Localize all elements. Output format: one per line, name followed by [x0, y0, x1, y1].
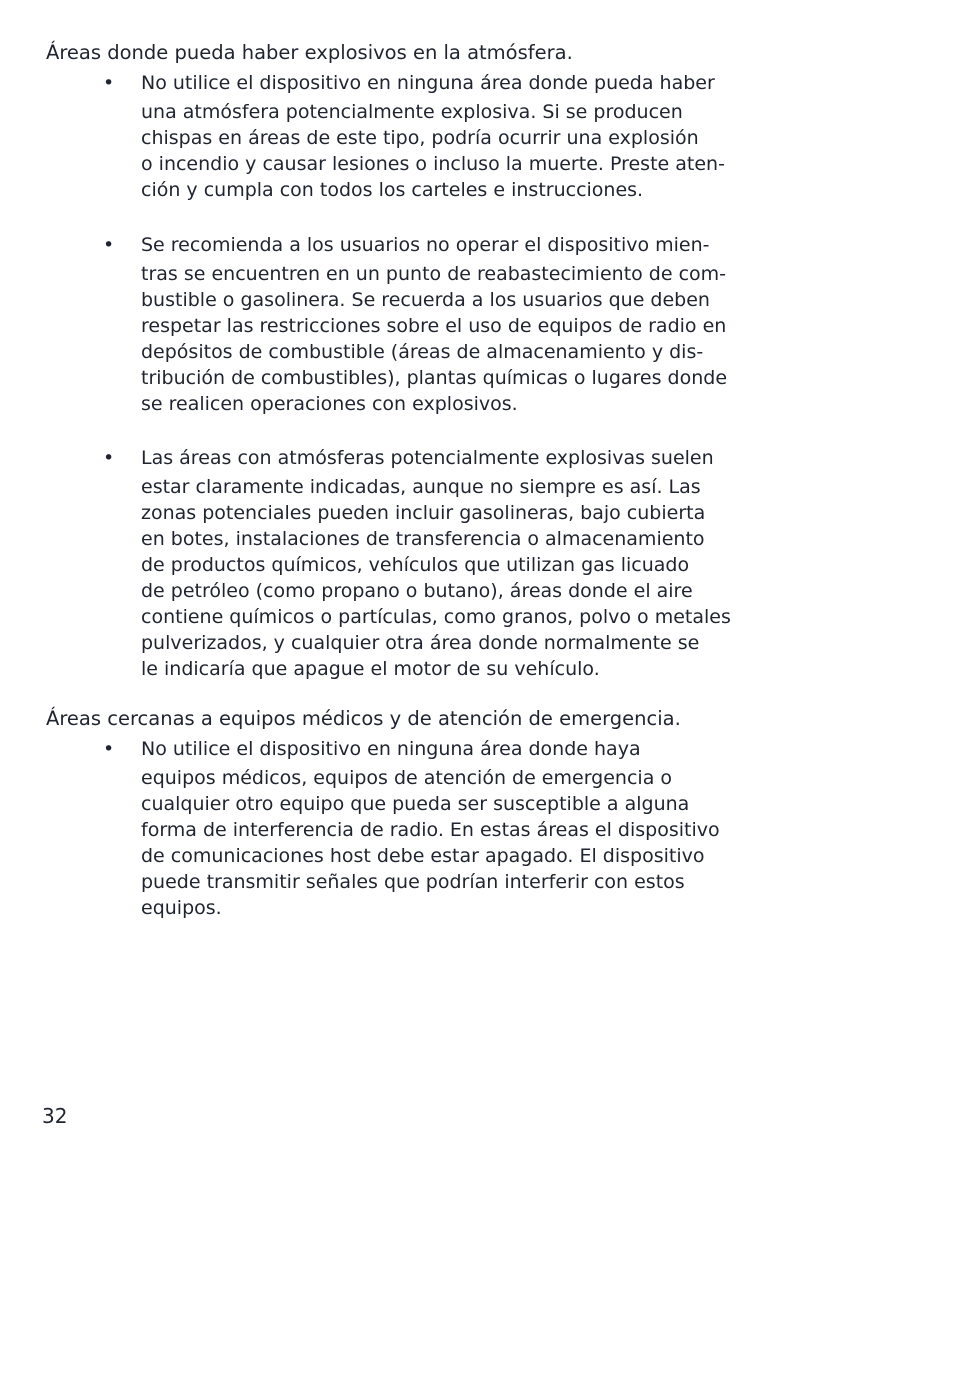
text-line: No utilice el dispositivo en ninguna área donde haya — [141, 738, 641, 760]
text-line: pulverizados, y cualquier otra área donde normalmente se — [141, 632, 700, 654]
text-line: Las áreas con atmósferas potencialmente explosivas suelen — [141, 447, 714, 469]
text-line: chispas en áreas de este tipo, podría ocurrir una explosión — [141, 127, 699, 149]
text-line: estar claramente indicadas, aunque no siempre es así. Las — [141, 476, 701, 498]
text-line: bustible o gasolinera. Se recuerda a los usuarios que deben — [141, 289, 710, 311]
text-line: cualquier otro equipo que pueda ser susceptible a alguna — [141, 793, 690, 815]
bullet-dot: • — [103, 447, 115, 469]
section-heading-explosive-atmospheres: Áreas donde pueda haber explosivos en la atmósfera. — [46, 41, 573, 64]
bullet-text — [141, 736, 731, 921]
section-heading-medical-equipment: Áreas cercanas a equipos médicos y de atención de emergencia. — [46, 707, 681, 730]
text-line: equipos. — [141, 897, 222, 919]
bullet-text — [141, 232, 731, 417]
text-line: una atmósfera potencialmente explosiva. Si se producen — [141, 101, 683, 123]
text-line: forma de interferencia de radio. En estas áreas el dispositivo — [141, 819, 720, 841]
text-line: zonas potenciales pueden incluir gasolineras, bajo cubierta — [141, 502, 706, 524]
text-line: depósitos de combustible (áreas de almacenamiento y dis- — [141, 341, 704, 363]
bullet-dot: • — [103, 72, 115, 94]
text-line: de comunicaciones host debe estar apagado. El dispositivo — [141, 845, 705, 867]
text-line: No utilice el dispositivo en ninguna área donde pueda haber — [141, 72, 715, 94]
text-line: contiene químicos o partículas, como granos, polvo o metales — [141, 606, 731, 628]
page-number: 32 — [42, 1104, 68, 1128]
bullet-text — [141, 445, 731, 682]
text-line: Se recomienda a los usuarios no operar el dispositivo mien- — [141, 234, 710, 256]
text-line: ción y cumpla con todos los carteles e instrucciones. — [141, 179, 644, 201]
text-line: puede transmitir señales que podrían interferir con estos — [141, 871, 685, 893]
bullet-text — [141, 70, 731, 203]
text-line: de petróleo (como propano o butano), áreas donde el aire — [141, 580, 693, 602]
text-line: respetar las restricciones sobre el uso de equipos de radio en — [141, 315, 727, 337]
text-line: equipos médicos, equipos de atención de emergencia o — [141, 767, 672, 789]
text-line: tras se encuentren en un punto de reabastecimiento de com- — [141, 263, 727, 285]
text-line: en botes, instalaciones de transferencia o almacenamiento — [141, 528, 705, 550]
bullet-dot: • — [103, 738, 115, 760]
text-line: se realicen operaciones con explosivos. — [141, 393, 518, 415]
text-line: tribución de combustibles), plantas químicas o lugares donde — [141, 367, 728, 389]
bullet-dot: • — [103, 234, 115, 256]
text-line: le indicaría que apague el motor de su vehículo. — [141, 658, 600, 680]
text-line: o incendio y causar lesiones o incluso la muerte. Preste aten- — [141, 153, 725, 175]
text-line: de productos químicos, vehículos que utilizan gas licuado — [141, 554, 690, 576]
